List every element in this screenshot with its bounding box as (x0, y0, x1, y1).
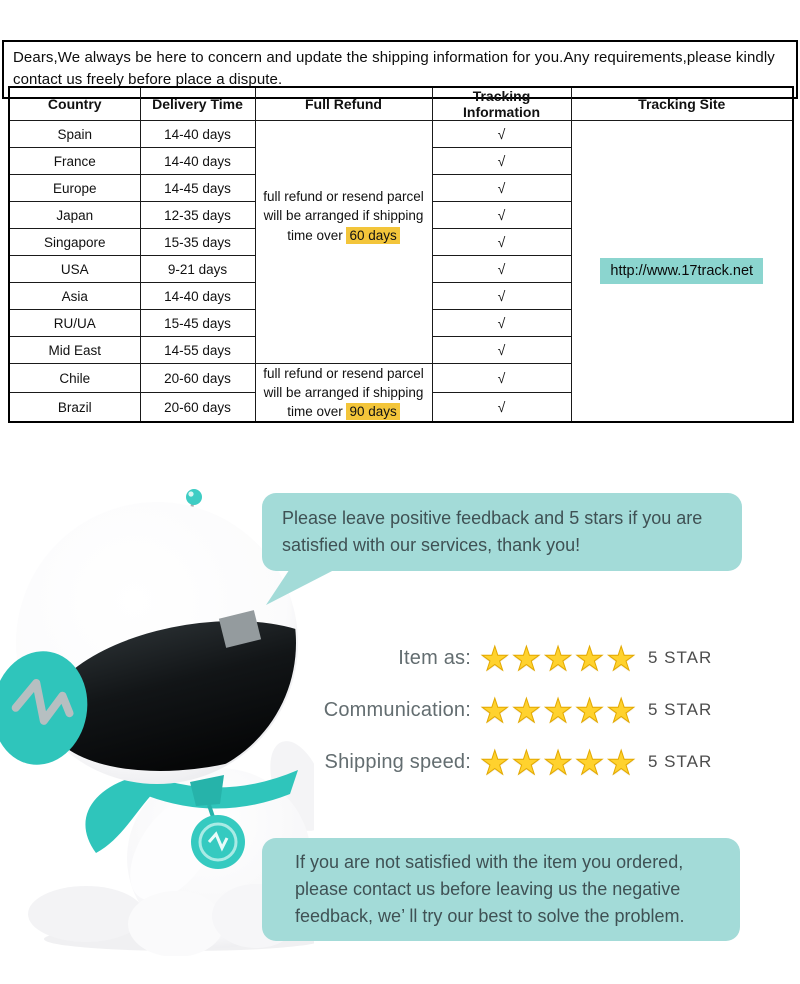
delivery-time-cell: 14-55 days (140, 337, 255, 364)
feedback-bubble (262, 493, 742, 571)
five-star-rating (480, 639, 638, 677)
dissatisfied-bubble-text-line2: please contact us before leaving us the negative (295, 879, 681, 899)
dissatisfied-bubble (262, 838, 740, 941)
delivery-time-cell: 9-21 days (140, 256, 255, 283)
feedback-bubble-text-line1: Please leave positive feedback and 5 stars if you are (282, 508, 703, 528)
star-icon: ★ (606, 691, 638, 729)
rating-label: Communication: (323, 698, 471, 721)
tracking-check-cell (432, 337, 571, 364)
tracking-check-cell (432, 364, 571, 393)
tracking-check-cell (432, 148, 571, 175)
country-cell: France (9, 148, 140, 175)
rating-label: Item as: (398, 646, 471, 669)
ratings-section (0, 632, 745, 788)
tracking-check-cell (432, 202, 571, 229)
country-cell: Asia (9, 283, 140, 310)
dissatisfied-bubble-text-line1: If you are not satisfied with the item you ordered, (295, 852, 684, 872)
rating-row-communication (0, 684, 745, 736)
feedback-bubble-text-line2: satisfied with our services, thank you! (282, 535, 581, 555)
refund-text: full refund or resend parcel will be arranged if shipping time over 60 days (263, 189, 424, 243)
country-cell: Brazil (9, 393, 140, 423)
five-star-rating (480, 743, 638, 781)
star-icon: ★ (511, 743, 544, 781)
delivery-time-cell: 20-60 days (140, 364, 255, 393)
star-icon: ★ (543, 743, 575, 781)
check-mark: √ (497, 342, 506, 358)
refund-highlight: 60 days (346, 227, 399, 244)
robot-antenna-ball (186, 489, 202, 505)
country-cell: Japan (9, 202, 140, 229)
notice-text-line2: contact us freely before place a dispute. (13, 70, 283, 88)
delivery-time-cell: 14-40 days (140, 121, 255, 148)
rating-row-item-as (0, 632, 745, 684)
tracking-site-link[interactable]: http://www.17track.net (600, 258, 763, 284)
delivery-time-cell: 12-35 days (140, 202, 255, 229)
star-icon: ★ (543, 639, 575, 677)
country-cell: USA (9, 256, 140, 283)
check-mark: √ (497, 261, 506, 277)
country-cell: Spain (9, 121, 140, 148)
column-header-delivery-time: Delivery Time (140, 87, 255, 121)
star-icon: ★ (606, 639, 638, 677)
country-cell: RU/UA (9, 310, 140, 337)
robot-antenna-ball-highlight (188, 491, 193, 496)
check-mark: √ (497, 288, 506, 304)
tracking-check-cell (432, 229, 571, 256)
rating-label: Shipping speed: (324, 750, 471, 773)
star-icon: ★ (574, 691, 607, 729)
tracking-check-cell (432, 310, 571, 337)
star-icon: ★ (606, 743, 638, 781)
delivery-time-cell: 14-45 days (140, 175, 255, 202)
refund-highlight: 90 days (346, 403, 399, 420)
tracking-check-cell (432, 175, 571, 202)
column-header-tracking-site: Tracking Site (571, 87, 793, 121)
refund-policy-cell (255, 121, 432, 364)
refund-text: full refund or resend parcel will be arranged if shipping time over 90 days (263, 366, 424, 420)
star-icon: ★ (480, 691, 512, 729)
five-star-rating (480, 691, 638, 729)
country-cell: Chile (9, 364, 140, 393)
check-mark: √ (497, 370, 506, 387)
tracking-check-cell (432, 121, 571, 148)
header-row (9, 87, 793, 121)
dissatisfied-bubble-text-line3: feedback, we’ ll try our best to solve the problem. (295, 906, 685, 926)
check-mark: √ (497, 399, 506, 416)
star-icon: ★ (543, 691, 575, 729)
delivery-time-cell: 20-60 days (140, 393, 255, 423)
check-mark: √ (497, 315, 506, 331)
delivery-time-cell: 14-40 days (140, 283, 255, 310)
check-mark: √ (497, 153, 506, 169)
check-mark: √ (497, 180, 506, 196)
column-header-tracking-information: Tracking Information (432, 87, 571, 121)
tracking-site-cell (571, 121, 793, 423)
star-icon: ★ (574, 743, 607, 781)
delivery-time-cell: 15-35 days (140, 229, 255, 256)
column-header-full-refund: Full Refund (255, 87, 432, 121)
rating-suffix: 5 STAR (647, 700, 713, 719)
shipping-table (8, 86, 794, 423)
country-cell: Singapore (9, 229, 140, 256)
column-header-country: Country (9, 87, 140, 121)
feedback-section (0, 408, 800, 984)
star-icon: ★ (480, 743, 512, 781)
table-row (9, 121, 793, 148)
country-cell: Europe (9, 175, 140, 202)
notice-text-line1: Dears,We always be here to concern and update the shipping information for you.Any requirements,please kindly (13, 49, 775, 66)
country-cell: Mid East (9, 337, 140, 364)
check-mark: √ (497, 207, 506, 223)
robot-foot (128, 891, 224, 956)
robot-left-hand (28, 886, 144, 942)
rating-suffix: 5 STAR (647, 752, 713, 771)
check-mark: √ (497, 126, 506, 142)
star-icon: ★ (480, 639, 512, 677)
tracking-check-cell (432, 256, 571, 283)
star-icon: ★ (511, 639, 544, 677)
delivery-time-cell: 14-40 days (140, 148, 255, 175)
delivery-time-cell: 15-45 days (140, 310, 255, 337)
tracking-check-cell (432, 283, 571, 310)
star-icon: ★ (511, 691, 544, 729)
check-mark: √ (497, 234, 506, 250)
star-icon: ★ (574, 639, 607, 677)
rating-row-shipping-speed (0, 736, 745, 788)
rating-suffix: 5 STAR (647, 648, 713, 667)
